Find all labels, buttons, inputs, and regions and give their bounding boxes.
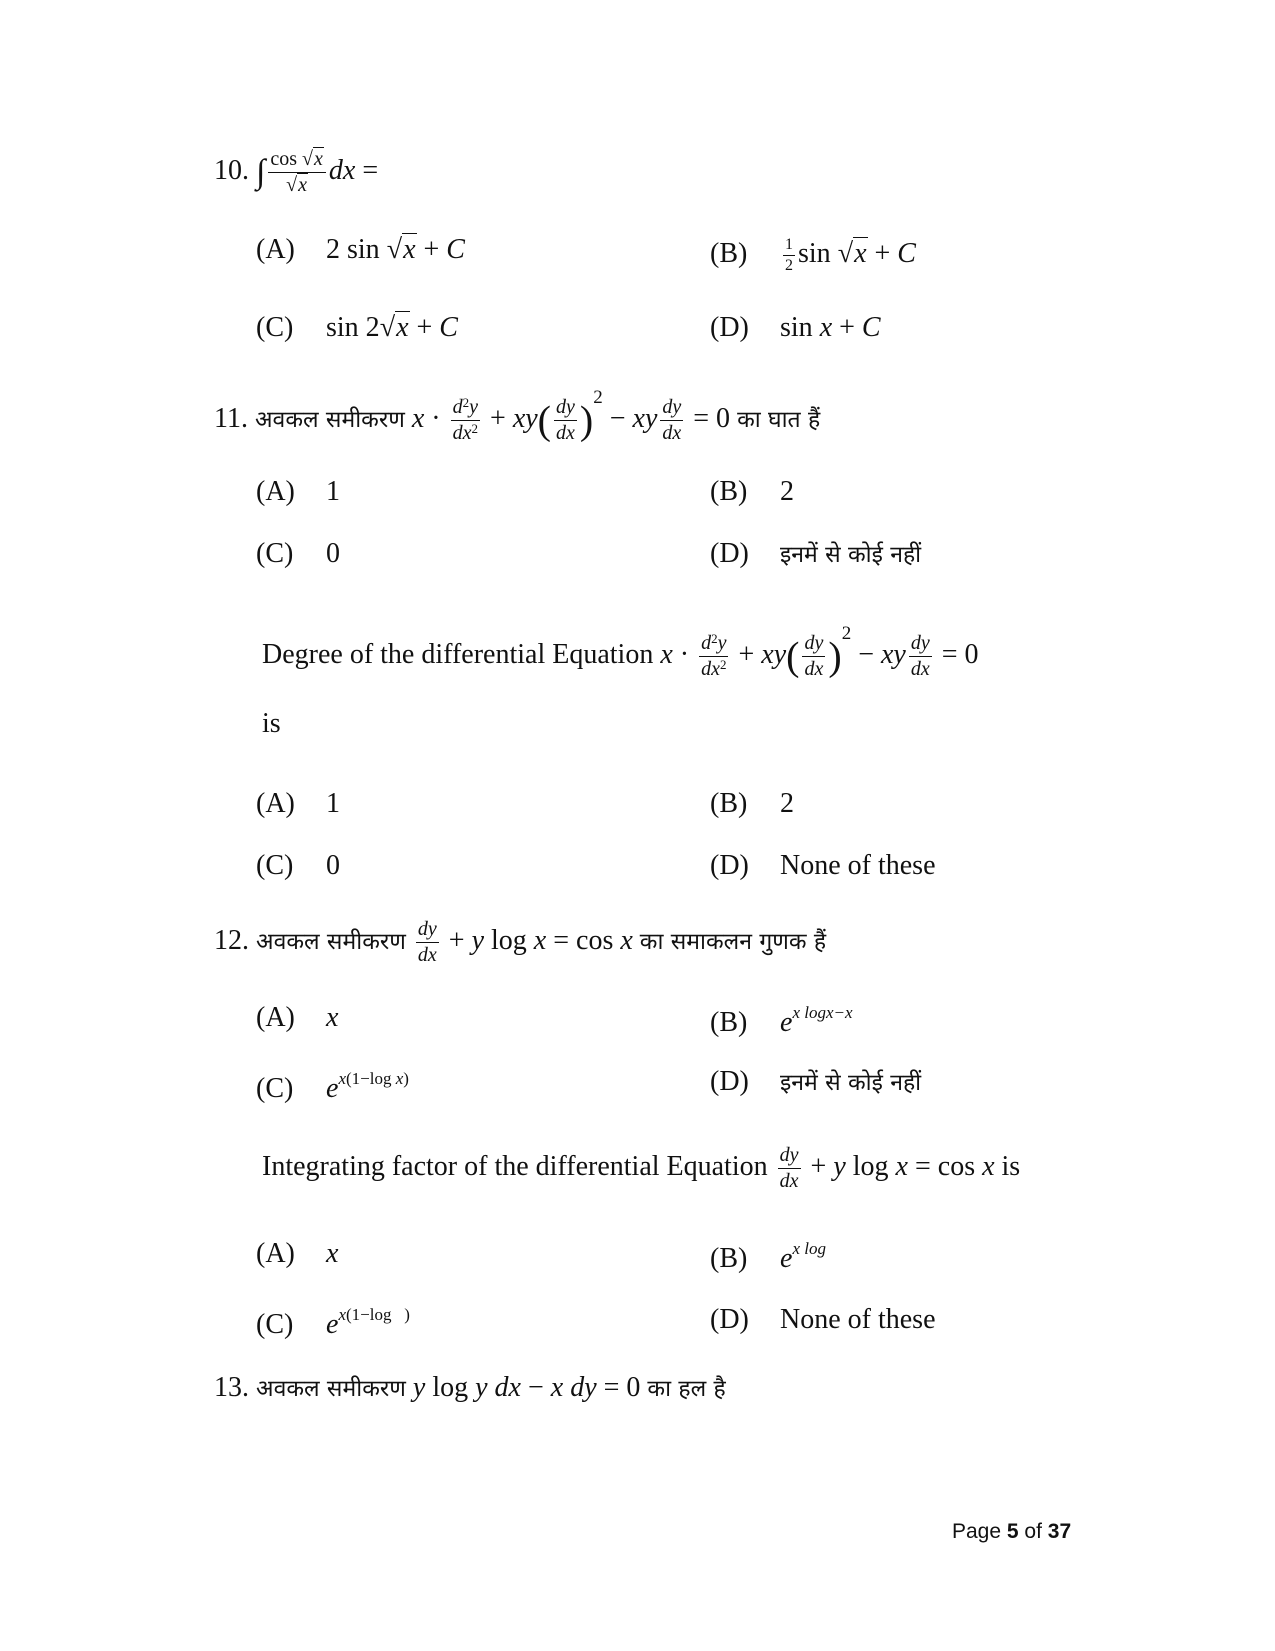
math-expression: $e^{x logx-x}$ bbox=[780, 1003, 853, 1038]
q12-english-option-a[interactable]: (A) x bbox=[256, 1238, 339, 1269]
question-13-hindi bbox=[214, 1374, 726, 1402]
q10-option-a[interactable]: (A) 2 sin √x + C bbox=[256, 234, 465, 265]
question-12-english bbox=[262, 1144, 1020, 1193]
q11-english-option-d[interactable]: (D) None of these bbox=[710, 850, 936, 881]
math-expression: $e^{x(1-log x)}$ bbox=[326, 1069, 409, 1104]
q12-hindi-option-a[interactable]: (A) x bbox=[256, 1002, 339, 1033]
math-expression: x bbox=[326, 1002, 339, 1033]
q12-english-option-c[interactable]: (C) $e^{x(1-log )}$ bbox=[256, 1305, 410, 1340]
hindi-prefix: अवकल समीकरण bbox=[254, 407, 405, 433]
english-prefix: Degree of the differential Equation bbox=[262, 639, 654, 670]
question-number: 12. bbox=[214, 924, 249, 956]
q11-hindi-option-a[interactable]: (A) 1 bbox=[256, 476, 340, 507]
hindi-suffix: का हल है bbox=[647, 1376, 726, 1402]
english-prefix: Integrating factor of the differential Equation bbox=[262, 1150, 768, 1182]
q11-hindi-option-c[interactable]: (C) 0 bbox=[256, 538, 340, 569]
math-expression: $\frac{dy}{dx}$ + y log x = cos x bbox=[779, 1144, 995, 1192]
hindi-suffix: का समाकलन गुणक हैं bbox=[639, 928, 827, 955]
math-expression: sin 2√x + C bbox=[326, 312, 458, 343]
q12-english-option-b[interactable]: (B) $e^{x log}$ bbox=[710, 1239, 826, 1274]
question-number: 11. bbox=[214, 403, 248, 434]
q10-option-c[interactable]: (C) sin 2√x + C bbox=[256, 312, 458, 343]
question-11-hindi bbox=[214, 388, 820, 445]
q11-english-option-b[interactable]: (B) 2 bbox=[710, 788, 794, 819]
english-suffix: is bbox=[1001, 1150, 1021, 1182]
q12-hindi-option-b[interactable]: (B) $e^{x logx-x}$ bbox=[710, 1003, 853, 1038]
question-number: 13. bbox=[214, 1372, 249, 1403]
math-expression: x · $\frac{d^2y}{dx^2}$ + xy( $\frac{dy}{dx}$ )$^2$ − xy $\frac{dy}{dx}$ = 0 bbox=[411, 387, 731, 445]
question-12-hindi bbox=[214, 918, 826, 967]
math-expression: $\frac{1}{2}$ sin √x + C bbox=[785, 236, 916, 275]
q11-english-option-c[interactable]: (C) 0 bbox=[256, 850, 340, 881]
page-number: Page 5 of 37 bbox=[952, 1520, 1072, 1543]
q11-hindi-option-d[interactable]: (D) इनमें से कोई नहीं bbox=[710, 538, 922, 569]
math-expression: $e^{x log}$ bbox=[780, 1239, 826, 1274]
q12-hindi-option-c[interactable]: (C) $e^{x(1-log x)}$ bbox=[256, 1069, 409, 1104]
math-expression: $e^{x(1-log )}$ bbox=[326, 1305, 410, 1340]
question-number: 10. bbox=[214, 154, 249, 186]
math-expression: x bbox=[326, 1238, 339, 1269]
math-expression: $\frac{dy}{dx}$ + y log x = cos x bbox=[417, 918, 633, 966]
fraction: $\frac{\cos √x}{√x}$ bbox=[268, 148, 326, 197]
q10-option-b[interactable]: (B) $\frac{1}{2}$ sin √x + C bbox=[710, 236, 916, 275]
hindi-prefix: अवकल समीकरण bbox=[256, 928, 406, 955]
q11-english-option-a[interactable]: (A) 1 bbox=[256, 788, 340, 819]
math-expression: sin x + C bbox=[780, 312, 881, 343]
q10-option-d[interactable]: (D) sin x + C bbox=[710, 312, 881, 343]
q11-hindi-option-b[interactable]: (B) 2 bbox=[710, 476, 794, 507]
math-expression: y log y dx − x dy = 0 bbox=[412, 1372, 641, 1403]
integral-sign: ∫ bbox=[256, 153, 266, 191]
hindi-suffix: का घात हैं bbox=[737, 407, 821, 433]
question-10: 10. ∫ $\frac{\cos √x}{√x}$ dx = bbox=[214, 148, 379, 196]
math-expression: 2 sin √x + C bbox=[326, 234, 465, 265]
q12-hindi-option-d[interactable]: (D) इनमें से कोई नहीं bbox=[710, 1066, 922, 1097]
question-11-english bbox=[262, 624, 979, 681]
question-11-english-suffix: is bbox=[262, 708, 281, 739]
math-expression: x · $\frac{d^2y}{dx^2}$ + xy( $\frac{dy}{dx}$ )$^2$ − xy $\frac{dy}{dx}$ = 0 bbox=[660, 623, 979, 681]
hindi-prefix: अवकल समीकरण bbox=[256, 1376, 406, 1402]
q12-english-option-d[interactable]: (D) None of these bbox=[710, 1304, 936, 1335]
